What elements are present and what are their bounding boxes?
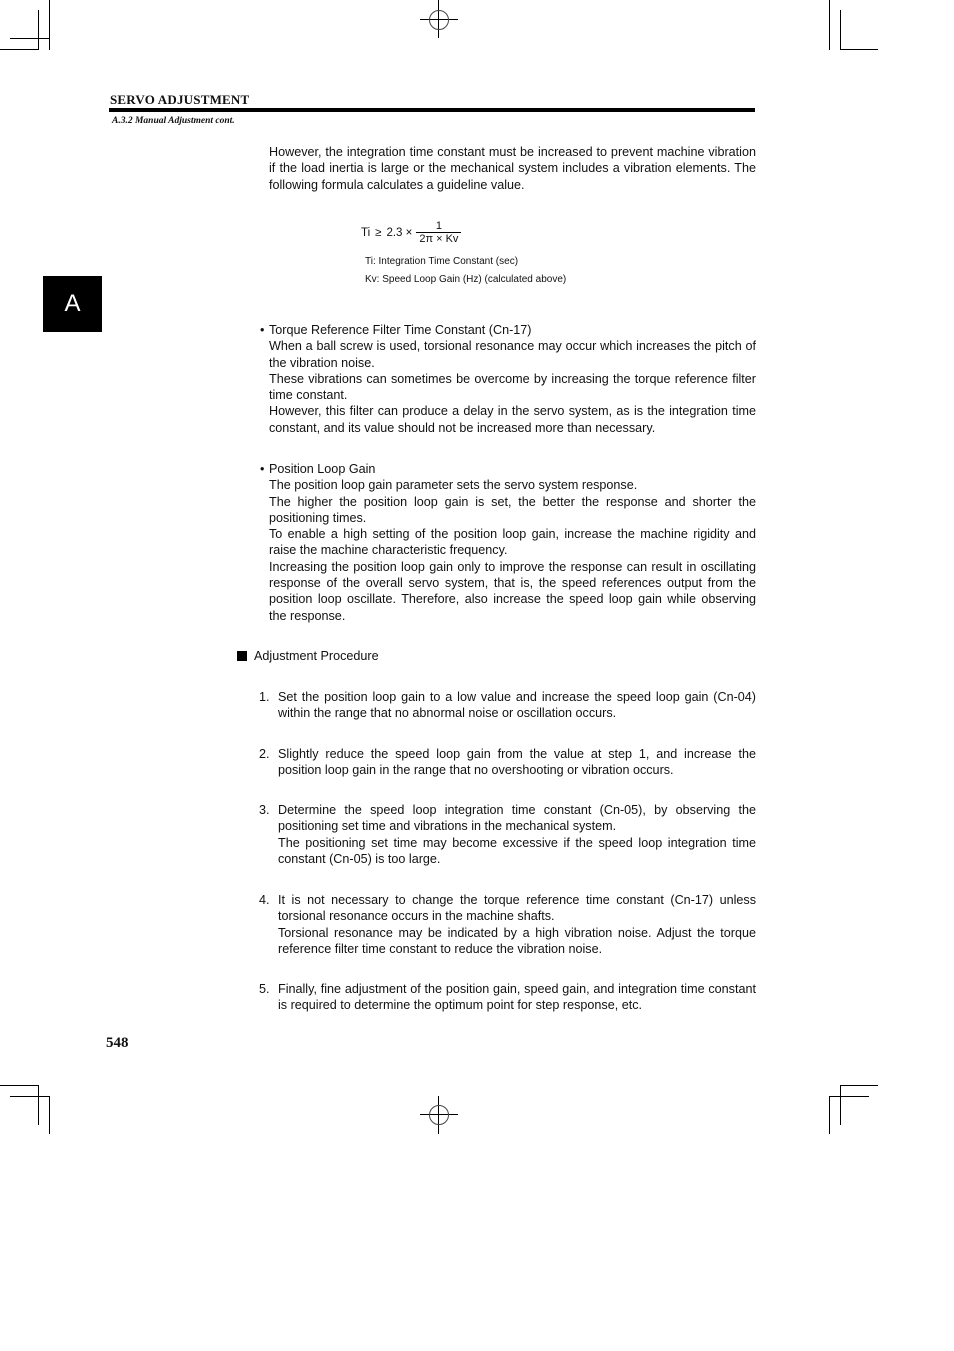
step-number: 2. — [259, 747, 270, 761]
bullet-title: Position Loop Gain — [269, 462, 376, 476]
page-number: 548 — [106, 1035, 129, 1051]
bullet-paragraph: When a ball screw is used, torsional resonance may occur which increases the pitch of the vibration noise. — [269, 339, 756, 370]
header-rule — [109, 108, 755, 112]
chapter-tab — [43, 276, 102, 332]
bullet-item-torque-filter — [260, 322, 756, 436]
step-paragraph: Determine the speed loop integration time constant (Cn-05), by observing the positioning set time and vibrations in the mechanical system. — [278, 803, 756, 834]
bullet-paragraph: These vibrations can sometimes be overcome by increasing the torque reference filter time constant. — [269, 371, 756, 403]
procedure-heading — [237, 649, 379, 663]
formula-numerator: 1 — [435, 220, 442, 232]
bullet-paragraph: To enable a high setting of the position loop gain, increase the machine rigidity and raise the machine characteristic frequency. — [269, 527, 756, 558]
step-paragraph: Set the position loop gain to a low value and increase the speed loop gain (Cn-04) within the range that no abnormal noise or oscillation occurs. — [278, 690, 756, 721]
formula-note: Kv: Speed Loop Gain (Hz) (calculated above) — [365, 274, 567, 285]
procedure-step — [259, 689, 756, 722]
bullet-paragraph: Increasing the position loop gain only to improve the response can result in oscillating response of the overall servo system, that is, the speed references output from the position loop oscillate. Therefore, also increase the speed loop gain while observing the response. — [269, 559, 756, 623]
bullet-paragraph: The position loop gain parameter sets the servo system response. — [269, 478, 638, 493]
bullet-paragraph: The higher the position loop gain is set, the better the response and shorter the positioning times. — [269, 494, 756, 525]
step-number: 3. — [259, 803, 270, 817]
step-paragraph: It is not necessary to change the torque reference time constant (Cn-17) unless torsional resonance occurs in the machine shafts. — [278, 893, 756, 924]
step-paragraph: The positioning set time may become excessive if the speed loop integration time constant (Cn-05) is too large. — [278, 835, 756, 866]
formula — [361, 220, 461, 246]
chapter-tab-letter: A — [64, 290, 81, 317]
section-header-title: SERVO ADJUSTMENT — [110, 92, 250, 107]
procedure-step — [259, 981, 756, 1014]
step-paragraph: Torsional resonance may be indicated by a high vibration noise. Adjust the torque reference filter time constant to reduce the vibration noise. — [278, 925, 756, 956]
intro-paragraph: However, the integration time constant must be increased to prevent machine vibration if the load inertia is large or the mechanical system includes a vibration elements. The following formula calculates a guideline value. — [269, 145, 756, 192]
bullet-icon: • — [260, 323, 265, 337]
procedure-step — [259, 802, 756, 867]
step-paragraph: Finally, fine adjustment of the position gain, speed gain, and integration time constant is required to determine the optimum point for step response, etc. — [278, 982, 756, 1013]
procedure-step — [259, 892, 756, 957]
square-bullet-icon — [237, 651, 247, 661]
section-subtitle: A.3.2 Manual Adjustment cont. — [112, 116, 235, 126]
bullet-paragraph: However, this filter can produce a delay in the servo system, as is the integration time constant, and its value should not be increased more than necessary. — [269, 404, 756, 435]
bullet-item-position-loop-gain — [260, 461, 756, 624]
formula-lhs: Ti — [361, 227, 371, 239]
formula-denominator: 2π × Kv — [419, 233, 459, 245]
formula-note: Ti: Integration Time Constant (sec) — [365, 256, 519, 267]
bullet-icon: • — [260, 462, 265, 476]
step-paragraph: Slightly reduce the speed loop gain from the value at step 1, and increase the position loop gain in the range that no overshooting or vibration occurs. — [278, 747, 756, 778]
procedure-heading-label: Adjustment Procedure — [254, 649, 379, 663]
formula-relation: ≥ — [375, 227, 382, 239]
procedure-step — [259, 746, 756, 779]
bullet-title: Torque Reference Filter Time Constant (Cn-17) — [269, 323, 532, 337]
step-number: 4. — [259, 893, 270, 907]
step-number: 5. — [259, 982, 270, 996]
formula-fraction — [416, 220, 461, 246]
formula-coefficient: 2.3 × — [386, 227, 413, 239]
step-number: 1. — [259, 690, 270, 704]
